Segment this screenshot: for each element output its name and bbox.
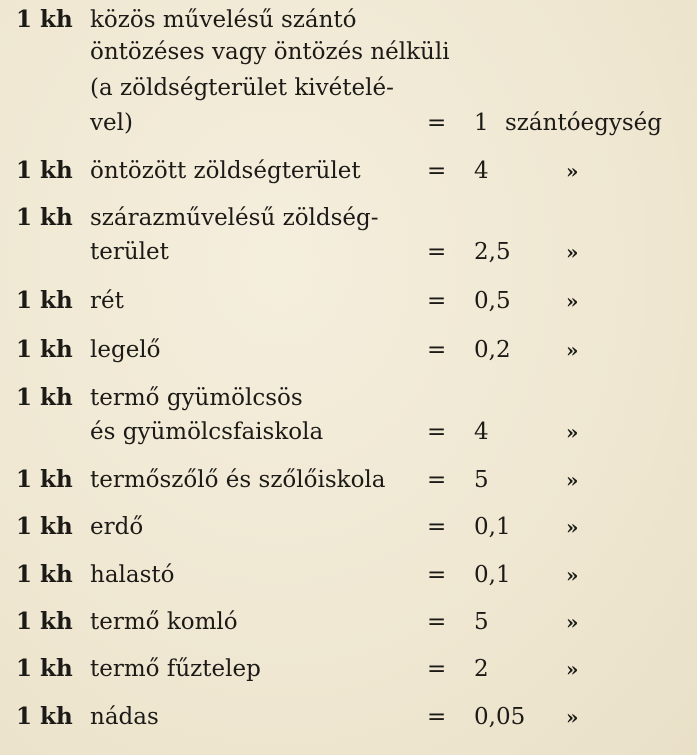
unit-value: 5 bbox=[474, 467, 489, 493]
land-type-line: öntözéses vagy öntözés nélküli bbox=[90, 39, 450, 65]
table-row bbox=[0, 697, 697, 737]
unit-value: 0,2 bbox=[474, 337, 511, 363]
unit-value: 0,05 bbox=[474, 704, 526, 730]
unit-value: 2 bbox=[474, 656, 489, 682]
quantity: 1 kh bbox=[16, 6, 73, 33]
land-type: öntözött zöldségterület bbox=[90, 158, 361, 184]
land-type: közös művelésű szántó bbox=[90, 7, 357, 33]
equals-sign: = bbox=[427, 239, 447, 265]
equals-sign: = bbox=[427, 467, 447, 493]
equals-sign: = bbox=[427, 337, 447, 363]
table-row bbox=[0, 602, 697, 642]
table-row bbox=[0, 649, 697, 689]
unit-value: 1 bbox=[474, 110, 489, 136]
equals-sign: = bbox=[427, 514, 447, 540]
unit-name: szántóegység bbox=[505, 110, 663, 136]
land-type: termő gyümölcsös bbox=[90, 385, 303, 411]
land-type: erdő bbox=[90, 514, 144, 540]
equals-sign: = bbox=[427, 419, 447, 445]
land-type: nádas bbox=[90, 704, 159, 730]
quantity: 1 kh bbox=[16, 561, 73, 588]
ditto-mark: » bbox=[566, 515, 579, 539]
land-type: rét bbox=[90, 288, 124, 314]
table-row-continuation bbox=[0, 412, 697, 452]
unit-value: 4 bbox=[474, 158, 489, 184]
table-row-continuation bbox=[0, 103, 697, 143]
quantity: 1 kh bbox=[16, 466, 73, 493]
table-row bbox=[0, 555, 697, 595]
unit-value: 0,1 bbox=[474, 562, 511, 588]
ditto-mark: » bbox=[566, 338, 579, 362]
equals-sign: = bbox=[427, 656, 447, 682]
land-type: termőszőlő és szőlőiskola bbox=[90, 467, 386, 493]
equals-sign: = bbox=[427, 110, 447, 136]
land-type: halastó bbox=[90, 562, 175, 588]
quantity: 1 kh bbox=[16, 384, 73, 411]
table-row bbox=[0, 330, 697, 370]
quantity: 1 kh bbox=[16, 204, 73, 231]
equals-sign: = bbox=[427, 562, 447, 588]
ditto-mark: » bbox=[566, 657, 579, 681]
unit-value: 2,5 bbox=[474, 239, 511, 265]
land-type-line: (a zöldségterület kivételé- bbox=[90, 75, 394, 101]
equals-sign: = bbox=[427, 704, 447, 730]
quantity: 1 kh bbox=[16, 513, 73, 540]
land-type: termő komló bbox=[90, 609, 238, 635]
quantity: 1 kh bbox=[16, 287, 73, 314]
ditto-mark: » bbox=[566, 289, 579, 313]
land-type-line: vel) bbox=[90, 110, 133, 136]
quantity: 1 kh bbox=[16, 703, 73, 730]
land-type-line: terület bbox=[90, 239, 169, 265]
unit-value: 4 bbox=[474, 419, 489, 445]
table-row-continuation bbox=[0, 232, 697, 272]
quantity: 1 kh bbox=[16, 655, 73, 682]
quantity: 1 kh bbox=[16, 157, 73, 184]
equals-sign: = bbox=[427, 158, 447, 184]
ditto-mark: » bbox=[566, 563, 579, 587]
equals-sign: = bbox=[427, 288, 447, 314]
ditto-mark: » bbox=[566, 159, 579, 183]
table-row bbox=[0, 460, 697, 500]
ditto-mark: » bbox=[566, 420, 579, 444]
table-row-continuation bbox=[0, 68, 697, 108]
unit-value: 5 bbox=[474, 609, 489, 635]
quantity: 1 kh bbox=[16, 608, 73, 635]
unit-value: 0,5 bbox=[474, 288, 511, 314]
table-row-continuation bbox=[0, 32, 697, 72]
unit-value: 0,1 bbox=[474, 514, 511, 540]
quantity: 1 kh bbox=[16, 336, 73, 363]
land-type: termő fűztelep bbox=[90, 656, 261, 682]
table-row bbox=[0, 507, 697, 547]
land-type-line: és gyümölcsfaiskola bbox=[90, 419, 324, 445]
ditto-mark: » bbox=[566, 610, 579, 634]
table-row bbox=[0, 151, 697, 191]
ditto-mark: » bbox=[566, 468, 579, 492]
land-type: szárazművelésű zöldség- bbox=[90, 205, 379, 231]
ditto-mark: » bbox=[566, 240, 579, 264]
ditto-mark: » bbox=[566, 705, 579, 729]
land-type: legelő bbox=[90, 337, 161, 363]
table-row bbox=[0, 281, 697, 321]
equals-sign: = bbox=[427, 609, 447, 635]
